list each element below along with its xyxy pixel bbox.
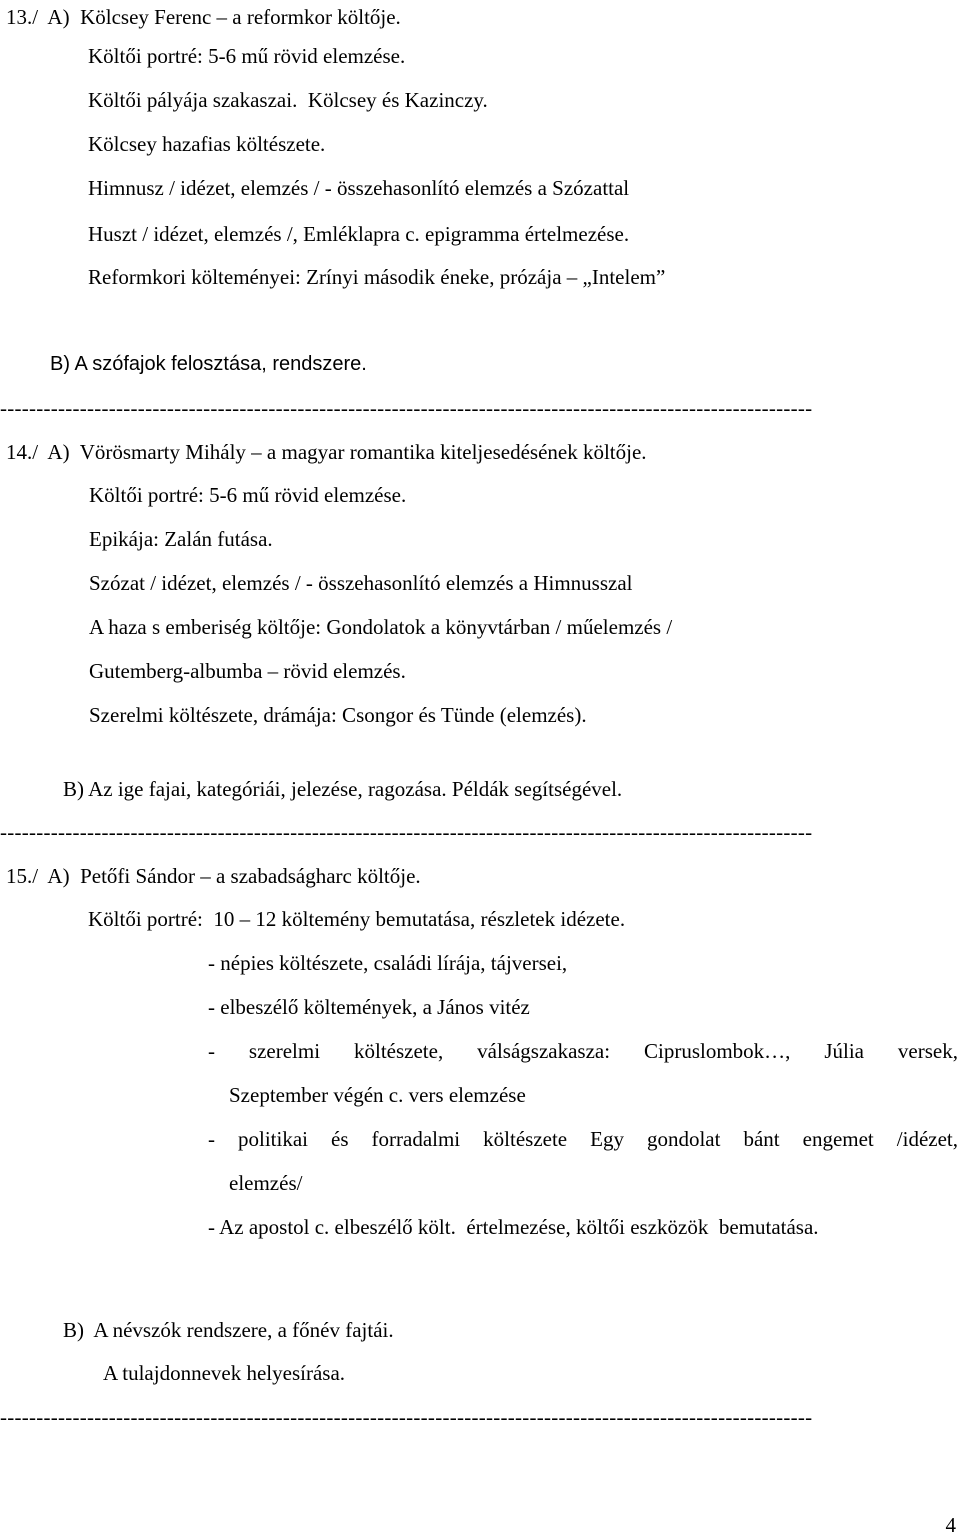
section-14-part-b: B) Az ige fajai, kategóriái, jelezése, ragozása. Példák segítségével. (63, 777, 623, 801)
section-13-line-6: Reformkori költeményei: Zrínyi második éneke, prózája – „Intelem” (88, 265, 666, 289)
section-13-line-5: Huszt / idézet, elemzés /, Emléklapra c. epigramma értelmezése. (88, 222, 630, 246)
section-15-item-5: - Az apostol c. elbeszélő költ. értelmezése, költői eszközök bemutatása. (208, 1215, 819, 1239)
section-15-part-b: B) A névszók rendszere, a főnév fajtái. (63, 1318, 394, 1342)
section-15-item-3-cont: Szeptember végén c. vers elemzése (229, 1083, 526, 1107)
section-13-line-1: Költői portré: 5-6 mű rövid elemzése. (88, 44, 406, 68)
section-13-heading: 13./ A) Kölcsey Ferenc – a reformkor költője. (6, 5, 401, 29)
separator-1: ---------------------------------------------------------------------------------------------------------------- (0, 396, 813, 420)
section-14-line-4: A haza s emberiség költője: Gondolatok a könyvtárban / műelemzés / (89, 615, 673, 639)
separator-3: ---------------------------------------------------------------------------------------------------------------- (0, 1405, 813, 1429)
section-15-part-b-sub: A tulajdonnevek helyesírása. (103, 1361, 346, 1385)
section-13-line-2: Költői pályája szakaszai. Kölcsey és Kazinczy. (88, 88, 488, 112)
section-14-heading: 14./ A) Vörösmarty Mihály – a magyar romantika kiteljesedésének költője. (6, 440, 647, 464)
separator-2: ---------------------------------------------------------------------------------------------------------------- (0, 820, 813, 844)
section-15-heading: 15./ A) Petőfi Sándor – a szabadságharc költője. (6, 864, 421, 888)
section-14-line-6: Szerelmi költészete, drámája: Csongor és Tünde (elemzés). (89, 703, 587, 727)
page-number: 4 (945, 1513, 956, 1537)
section-13-line-3: Kölcsey hazafias költészete. (88, 132, 326, 156)
section-13-part-b: B) A szófajok felosztása, rendszere. (50, 353, 367, 375)
section-14-line-5: Gutemberg-albumba – rövid elemzés. (89, 659, 406, 683)
section-15-item-4: - politikai és forradalmi költészete Egy gondolat bánt engemet /idézet, (208, 1127, 958, 1151)
section-15-item-2: - elbeszélő költemények, a János vitéz (208, 995, 530, 1019)
section-13-line-4: Himnusz / idézet, elemzés / - összehasonlító elemzés a Szózattal (88, 176, 630, 200)
section-15-item-1: - népies költészete, családi lírája, tájversei, (208, 951, 568, 975)
section-14-line-3: Szózat / idézet, elemzés / - összehasonlító elemzés a Himnusszal (89, 571, 633, 595)
section-15-portrait: Költői portré: 10 – 12 költemény bemutatása, részletek idézete. (88, 907, 626, 931)
section-14-line-1: Költői portré: 5-6 mű rövid elemzése. (89, 483, 407, 507)
section-14-line-2: Epikája: Zalán futása. (89, 527, 273, 551)
section-15-item-4-cont: elemzés/ (229, 1171, 303, 1195)
section-15-item-3: - szerelmi költészete, válságszakasza: Cipruslombok…, Júlia versek, (208, 1039, 958, 1063)
